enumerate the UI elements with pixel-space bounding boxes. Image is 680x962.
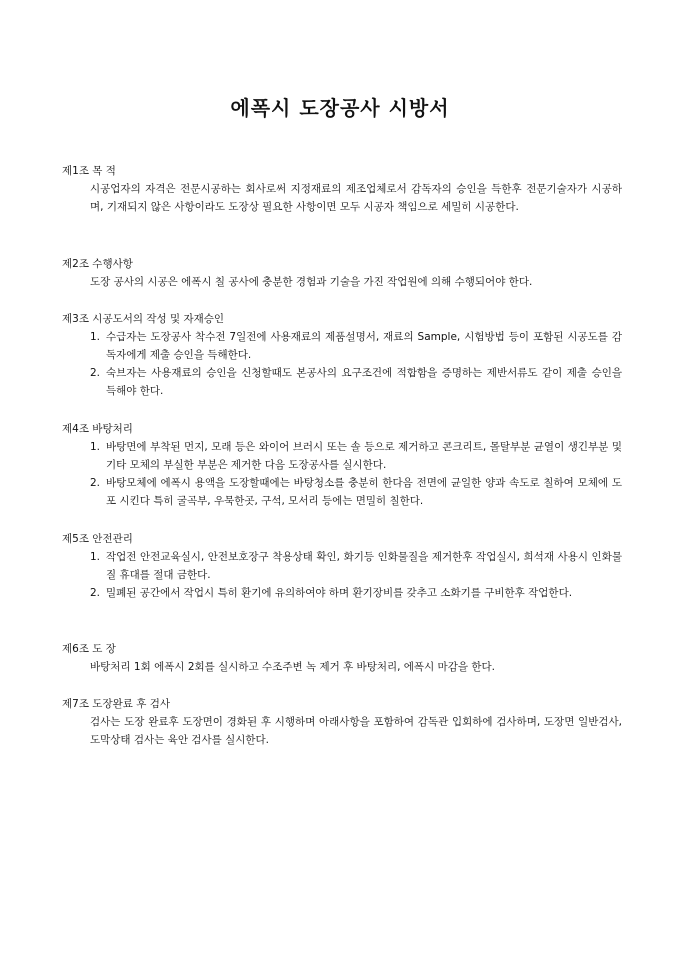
article-7 (62, 695, 622, 749)
list-item (62, 328, 622, 364)
article-list (62, 438, 622, 510)
article-list (62, 328, 622, 400)
list-item-text: 수급자는 도장공사 착수전 7일전에 사용재료의 제품설명서, 재료의 Sample, 시험방법 등이 포함된 시공도를 감독자에게 제출 승인을 득해한다. (106, 331, 622, 361)
list-item-text: 바탕면에 부착된 먼지, 모래 등은 와이어 브러시 또는 솔 등으로 제거하고 콘크리트, 몰탈부분 균열이 생긴부분 및 기타 모체의 부실한 부분은 제거한 다음 도장공사를 실시한다. (106, 441, 622, 471)
article-heading: 제2조 수행사항 (62, 258, 133, 270)
article-body: 도장 공사의 시공은 에폭시 칠 공사에 충분한 경험과 기술을 가진 작업원에 의해 수행되어야 한다. (90, 276, 533, 288)
list-item-number: 1. (90, 441, 101, 453)
article-body: 바탕처리 1회 에폭시 2회를 실시하고 수조주변 녹 제거 후 바탕처리, 에폭시 마감을 한다. (90, 661, 495, 673)
list-item (62, 584, 622, 602)
list-item (62, 548, 622, 584)
list-item-number: 2. (90, 477, 101, 489)
article-body: 시공업자의 자격은 전문시공하는 회사로써 지정재료의 제조업체로서 감독자의 승인을 득한후 전문기술자가 시공하며, 기재되지 않은 사항이라도 도장상 필요한 사항이면 모두 시공자 책임으로 세밀히 시공한다. (90, 183, 622, 213)
list-item-number: 2. (90, 587, 101, 599)
list-item-text: 바탕모체에 에폭시 용액을 도장할때에는 바탕청소를 충분히 한다음 전면에 균일한 양과 속도로 칠하여 모체에 도포 시킨다 특히 굴곡부, 우묵한곳, 구석, 모서리 등에는 면밀히 칠한다. (106, 477, 622, 507)
article-heading: 제6조 도 장 (62, 643, 116, 655)
article-list (62, 548, 622, 602)
list-item-number: 2. (90, 367, 101, 379)
article-heading: 제7조 도장완료 후 검사 (62, 698, 170, 710)
list-item (62, 474, 622, 510)
list-item (62, 438, 622, 474)
list-item-number: 1. (90, 551, 101, 563)
article-4 (62, 420, 622, 510)
article-6 (62, 640, 622, 676)
list-item-text: 숙브자는 사용재료의 승인을 신청할때도 본공사의 요구조건에 적합함을 증명하는 제반서류도 같이 제출 승인을 득해야 한다. (106, 367, 622, 397)
article-heading: 제1조 목 적 (62, 165, 116, 177)
list-item-text: 밀폐된 공간에서 작업시 특히 환기에 유의하여야 하며 환기장비를 갖추고 소화기를 구비한후 작업한다. (106, 587, 573, 599)
article-5 (62, 530, 622, 602)
article-1 (62, 162, 622, 216)
article-3 (62, 310, 622, 400)
list-item (62, 364, 622, 400)
article-heading: 제4조 바탕처리 (62, 423, 133, 435)
document-title: 에폭시 도장공사 시방서 (230, 96, 450, 120)
article-2 (62, 255, 622, 291)
list-item-text: 작업전 안전교육실시, 안전보호장구 착용상태 확인, 화기등 인화물질을 제거한후 작업실시, 희석재 사용시 인화물질 휴대를 절대 금한다. (106, 551, 622, 581)
article-heading: 제3조 시공도서의 작성 및 자재승인 (62, 313, 225, 325)
list-item-number: 1. (90, 331, 101, 343)
article-heading: 제5조 안전관리 (62, 533, 133, 545)
article-body: 검사는 도장 완료후 도장면이 경화된 후 시행하며 아래사항을 포함하여 감독관 입회하에 검사하며, 도장면 일반검사, 도막상태 검사는 육안 검사를 실시한다. (90, 716, 622, 746)
